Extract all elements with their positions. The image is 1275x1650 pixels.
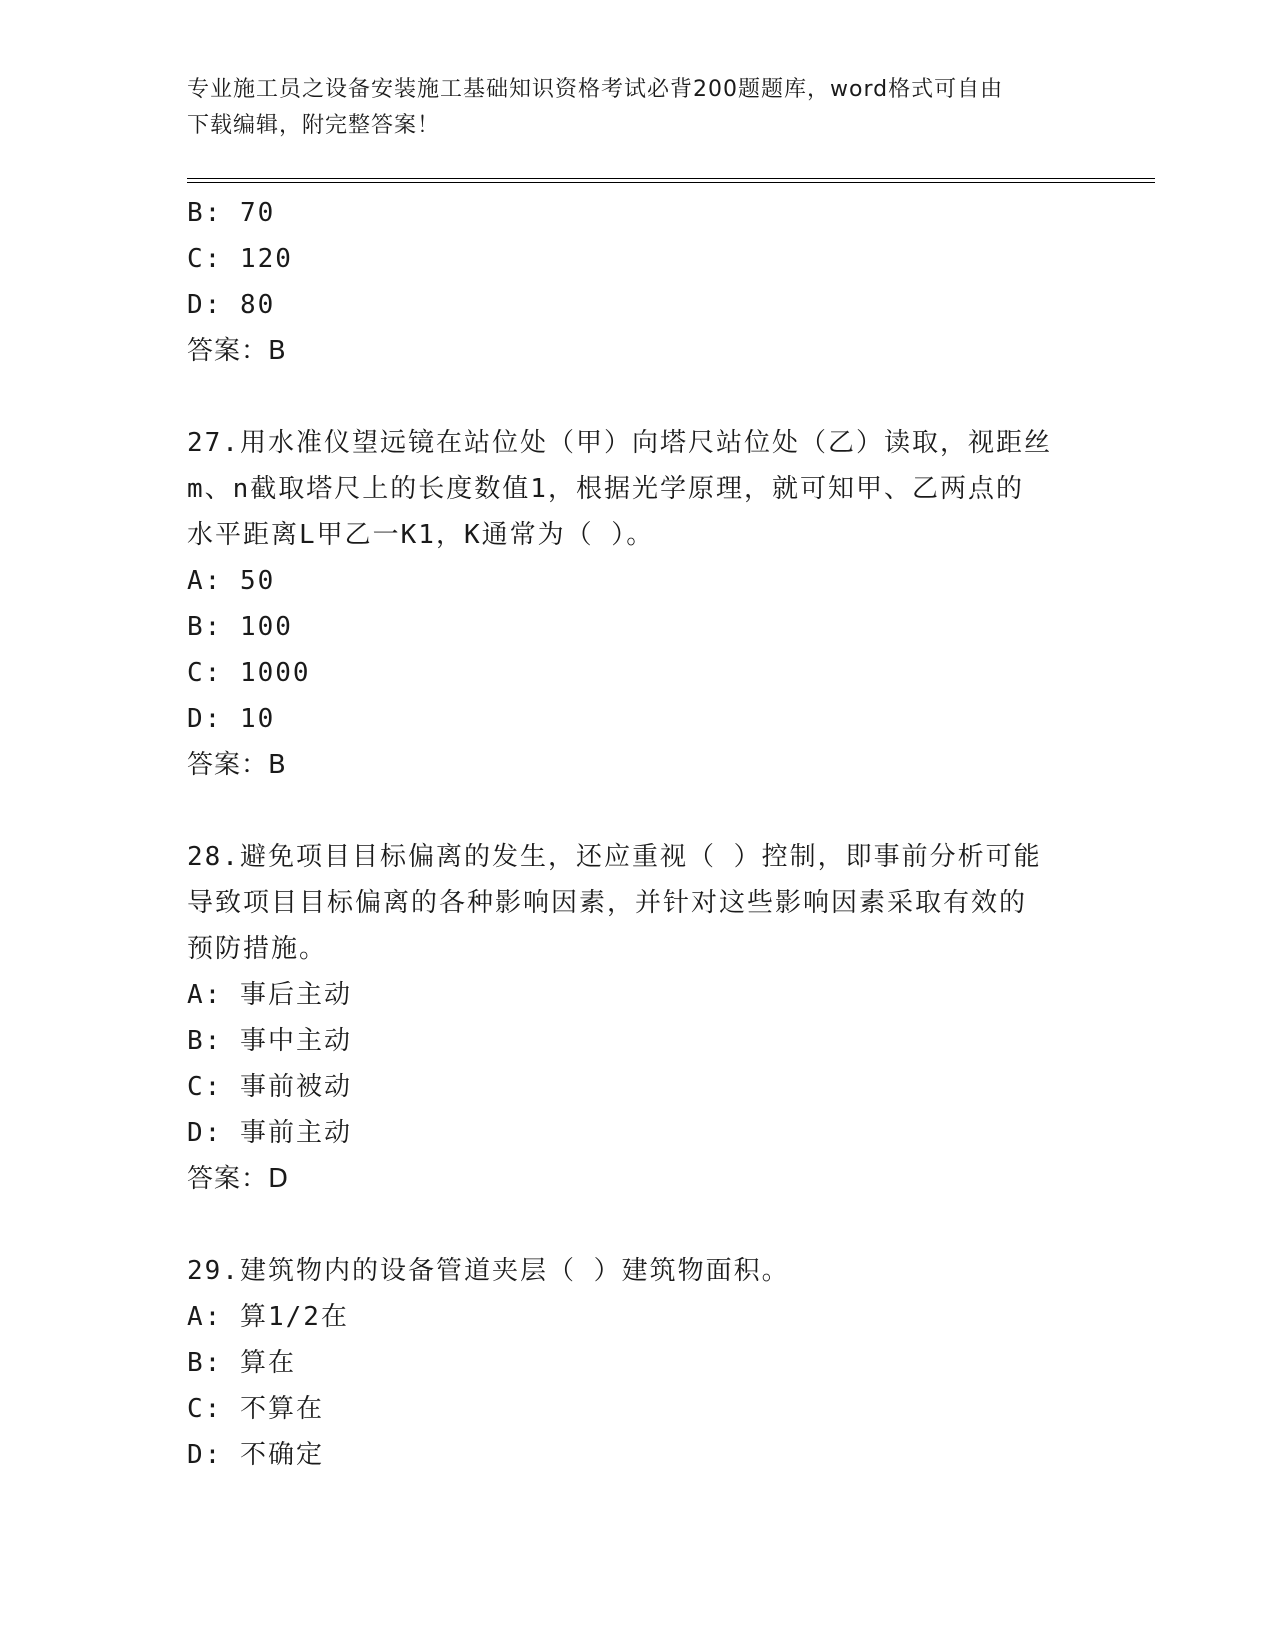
option-c: C: 不算在 (187, 1394, 324, 1424)
header-rule-bottom (187, 182, 1155, 183)
header-title-line-2: 下载编辑，附完整答案！ (187, 113, 441, 138)
option-a: A: 算1/2在 (187, 1302, 349, 1332)
answer-label: 答案：D (187, 1164, 290, 1194)
question-29 (187, 1248, 1087, 1478)
question-27 (187, 420, 1087, 788)
option-a: A: 事后主动 (187, 980, 352, 1010)
question-text-line: 27.用水准仪望远镜在站位处（甲）向塔尺站位处（乙）读取，视距丝 (187, 428, 1052, 458)
question-text-line: 预防措施。 (187, 934, 328, 964)
option-b: B: 70 (187, 198, 276, 228)
question-text-line: m、n截取塔尺上的长度数值1，根据光学原理，就可知甲、乙两点的 (187, 474, 1024, 504)
option-b: B: 100 (187, 612, 293, 642)
option-b: B: 算在 (187, 1348, 296, 1378)
question-text-line: 水平距离L甲乙一K1，K通常为（ ）。 (187, 520, 655, 550)
option-d: D: 80 (187, 290, 276, 320)
question-26-continued (187, 190, 1087, 374)
option-d: D: 事前主动 (187, 1118, 352, 1148)
question-list (187, 190, 1087, 1478)
question-text-line: 28.避免项目目标偏离的发生，还应重视（ ）控制，即事前分析可能 (187, 842, 1042, 872)
spacer (187, 1202, 1087, 1248)
header-rule-top (187, 178, 1155, 179)
answer-label: 答案：B (187, 336, 287, 366)
option-c: C: 1000 (187, 658, 311, 688)
question-text-line: 29.建筑物内的设备管道夹层（ ）建筑物面积。 (187, 1256, 790, 1286)
option-c: C: 120 (187, 244, 293, 274)
option-d: D: 不确定 (187, 1440, 324, 1470)
question-28 (187, 834, 1087, 1202)
option-c: C: 事前被动 (187, 1072, 352, 1102)
spacer (187, 788, 1087, 834)
option-d: D: 10 (187, 704, 276, 734)
header-title-line-1: 专业施工员之设备安装施工基础知识资格考试必背200题题库，word格式可自由 (187, 77, 1004, 102)
answer-label: 答案：B (187, 750, 287, 780)
option-b: B: 事中主动 (187, 1026, 352, 1056)
spacer (187, 374, 1087, 420)
document-header (187, 72, 1087, 144)
question-text-line: 导致项目目标偏离的各种影响因素，并针对这些影响因素采取有效的 (187, 888, 1028, 918)
option-a: A: 50 (187, 566, 276, 596)
